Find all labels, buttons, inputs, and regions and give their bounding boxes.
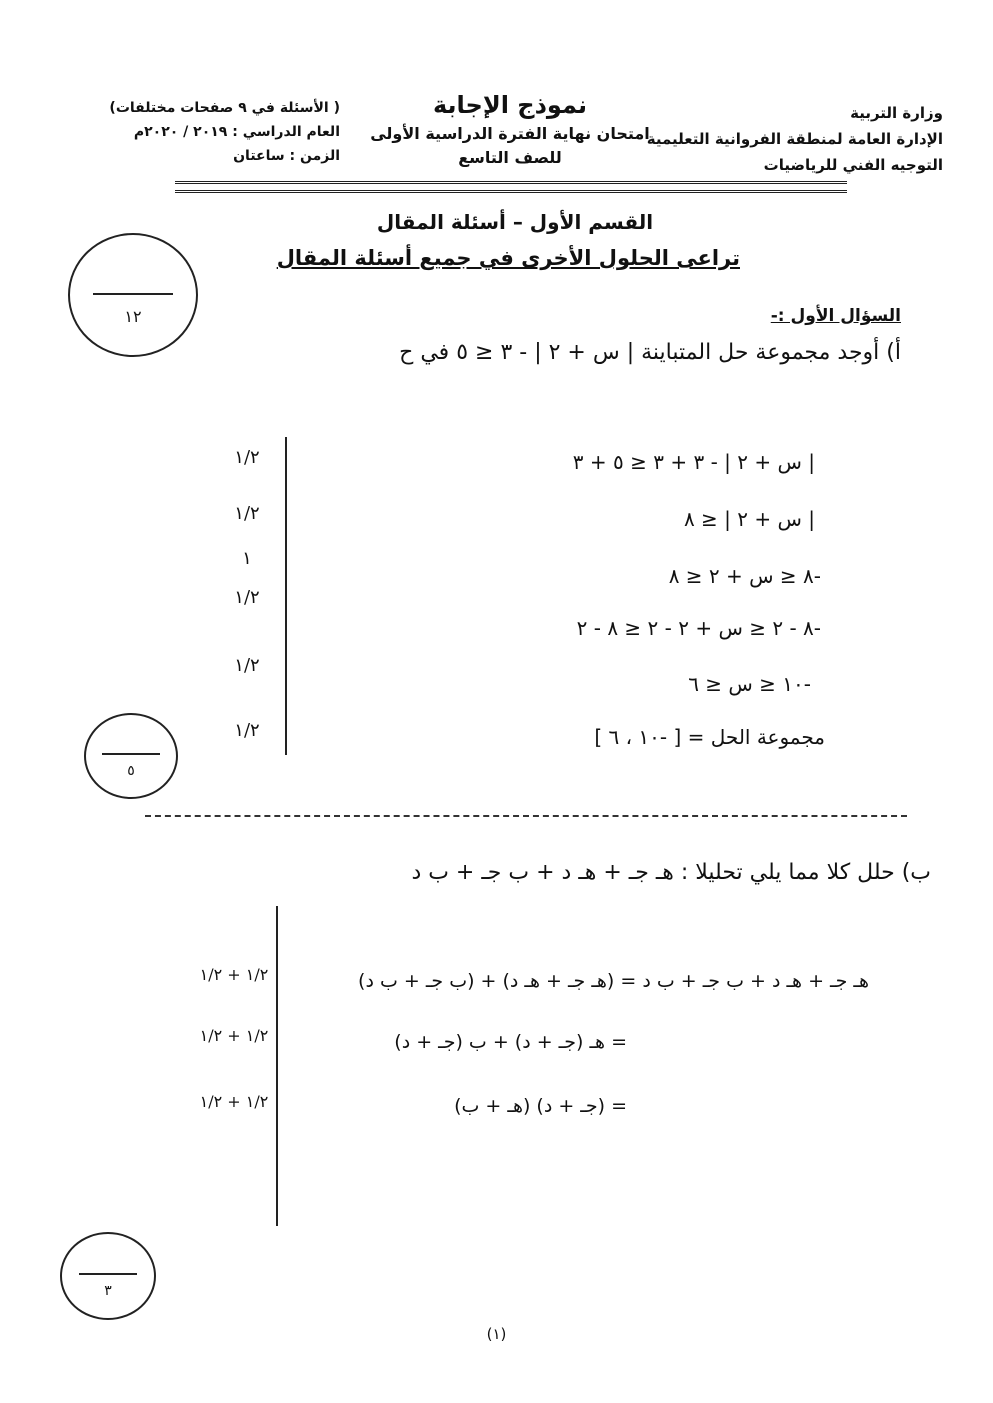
part-a-step: | س + ٢ | ≤ ٨ <box>683 507 815 531</box>
section-note: تراعى الحلول الأخرى في جميع أسئلة المقال <box>276 246 740 270</box>
section-title: القسم الأول – أسئلة المقال <box>376 210 654 234</box>
part-a-solution-set: مجموعة الحل = [ -١٠ ، ٦ ] <box>594 725 825 749</box>
part-a-step: | س + ٢ | - ٣ + ٣ ≤ ٥ + ٣ <box>572 450 815 474</box>
part-a-score-value: ٥ <box>127 762 135 779</box>
part-b-score-value: ٣ <box>104 1282 112 1299</box>
score-line <box>102 753 160 755</box>
header-title-block <box>360 88 660 170</box>
page-title: نموذج الإجابة <box>432 91 588 119</box>
section-separator <box>145 815 907 817</box>
part-b-margin-line <box>276 906 278 1226</box>
part-a-step: -١٠ ≤ س ≤ ٦ <box>688 672 811 696</box>
header-info-block <box>95 96 340 168</box>
header-divider <box>175 181 847 193</box>
part-b-prompt: ب) حلل كلا مما يلي تحليلا : هـ جـ + هـ د + ب جـ + ب د <box>411 860 931 885</box>
academic-year: العام الدراسي : ٢٠١٩ / ٢٠٢٠م <box>133 124 340 140</box>
part-a-score-circle <box>84 713 178 799</box>
mark-label: ١/٢ <box>234 587 260 608</box>
mark-label: ١/٢ + ١/٢ <box>199 1026 269 1045</box>
part-a-prompt: أ) أوجد مجموعة حل المتباينة | س + ٢ | - ٣ ≤ ٥ في ح <box>399 340 901 365</box>
part-b-score-circle <box>60 1232 156 1320</box>
question-heading: السؤال الأول :- <box>770 306 901 326</box>
part-b-step: = هـ (جـ + د) + ب (جـ + د) <box>394 1031 627 1053</box>
mark-label: ١ <box>242 548 252 569</box>
score-line <box>79 1273 138 1275</box>
exam-name: امتحان نهاية الفترة الدراسية الأولى <box>370 124 650 143</box>
mark-label: ١/٢ <box>234 720 260 741</box>
exam-duration: الزمن : ساعتان <box>233 148 340 164</box>
header-ministry-block <box>647 100 943 178</box>
total-score-circle <box>68 233 198 357</box>
mark-label: ١/٢ <box>234 503 260 524</box>
mark-label: ١/٢ + ١/٢ <box>199 1092 269 1111</box>
header-ministry: وزارة التربية <box>850 104 943 122</box>
part-a-margin-line <box>285 437 287 755</box>
page-number: (١) <box>486 1325 507 1343</box>
mark-label: ١/٢ <box>234 447 260 468</box>
score-line <box>93 293 174 295</box>
mark-label: ١/٢ <box>234 655 260 676</box>
header-department: التوجيه الفني للرياضيات <box>763 156 943 174</box>
pages-note: ( الأسئلة في ٩ صفحات مختلفات) <box>109 100 340 116</box>
total-score-value: ١٢ <box>124 307 142 326</box>
part-b-step: هـ جـ + هـ د + ب جـ + ب د = (هـ جـ + هـ د) + (ب جـ + ب د) <box>358 970 869 992</box>
grade-level: للصف التاسع <box>458 148 562 167</box>
part-b-step: = (جـ + د) (هـ + ب) <box>454 1095 627 1117</box>
part-a-step: -٨ - ٢ ≤ س + ٢ - ٢ ≤ ٨ - ٢ <box>576 616 821 640</box>
header-directorate: الإدارة العامة لمنطقة الفروانية التعليمية <box>646 130 943 148</box>
mark-label: ١/٢ + ١/٢ <box>199 965 269 984</box>
part-a-step: -٨ ≤ س + ٢ ≤ ٨ <box>668 564 821 588</box>
